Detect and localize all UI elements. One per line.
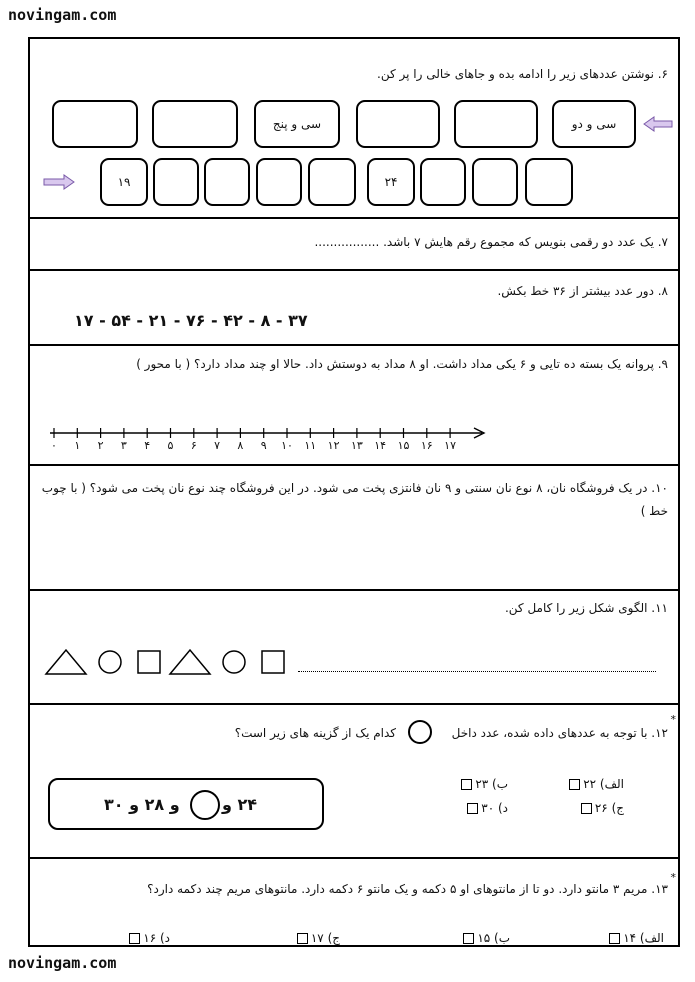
number-line-label: ۸ <box>237 439 244 452</box>
option-label: الف) ۱۴ <box>623 931 664 945</box>
number-line-label: ۱۷ <box>444 439 456 452</box>
number-box[interactable]: سی و دو <box>552 100 636 148</box>
number-line-label: ۱۱ <box>304 439 317 452</box>
divider <box>30 589 678 591</box>
shape-pattern <box>42 646 292 678</box>
q9-text: ۹. پروانه یک بسته ده تایی و ۶ یکی مداد داشت. او ۸ مداد به دوستش داد. حالا او چند مداد دارد؟ ( با محور ) <box>136 357 668 371</box>
number-box[interactable]: ۲۴ <box>367 158 415 206</box>
number-box[interactable] <box>256 158 302 206</box>
number-line-label: ۱۴ <box>374 439 387 452</box>
worksheet-frame <box>28 37 680 947</box>
number-line-label: ۴ <box>144 439 151 452</box>
number-line-label: ۰ <box>51 439 57 452</box>
option-d[interactable] <box>126 931 170 945</box>
divider <box>30 464 678 466</box>
number-line-label: ۷ <box>214 439 221 452</box>
checkbox[interactable] <box>297 933 308 944</box>
divider <box>30 269 678 271</box>
triangle-icon <box>170 650 210 674</box>
divider <box>30 857 678 859</box>
option-label: ب) ۱۵ <box>477 931 510 945</box>
number-line-label: ۱۰ <box>281 439 293 452</box>
option-b[interactable] <box>460 931 510 945</box>
number-box[interactable] <box>472 158 518 206</box>
option-c[interactable] <box>294 931 340 945</box>
arrow-right-icon <box>42 173 76 191</box>
divider <box>30 217 678 219</box>
q7-text: ۷. یک عدد دو رقمی بنویس که مجموع رقم هایش ۷ باشد. ................. <box>314 235 668 249</box>
site-watermark-top: novingam.com <box>8 6 117 24</box>
number-line-label: ۱۶ <box>420 439 433 452</box>
number-box[interactable] <box>356 100 440 148</box>
star-mark: * <box>670 713 676 726</box>
option-label: ج) ۲۶ <box>594 801 624 815</box>
answer-line[interactable] <box>298 671 656 672</box>
option-b[interactable] <box>458 777 508 791</box>
option-label: د) ۱۶ <box>143 931 170 945</box>
circle-icon <box>223 651 245 673</box>
checkbox[interactable] <box>609 933 620 944</box>
q12-text1: ۱۲. با توجه به عددهای داده شده، عدد داخل <box>451 726 668 740</box>
option-label: الف) ۲۲ <box>583 777 624 791</box>
circle-icon <box>99 651 121 673</box>
number-box[interactable] <box>420 158 466 206</box>
number-line-label: ۱۲ <box>327 439 340 452</box>
number-box[interactable] <box>204 158 250 206</box>
number-line-label: ۳ <box>120 439 127 452</box>
checkbox[interactable] <box>129 933 140 944</box>
checkbox[interactable] <box>569 779 580 790</box>
option-c[interactable] <box>578 801 624 815</box>
number-sequence-box <box>48 778 324 830</box>
q10-line1: ۱۰. در یک فروشگاه نان، ۸ نوع نان سنتی و ۹ نان فانتزی پخت می شود. در این فروشگاه چند نوع نان پخت می شود؟ ( با چوب <box>41 481 668 495</box>
checkbox[interactable] <box>463 933 474 944</box>
option-a[interactable] <box>566 777 624 791</box>
option-a[interactable] <box>606 931 664 945</box>
star-mark: * <box>670 871 676 884</box>
checkbox[interactable] <box>467 803 478 814</box>
q6-text: ۶. نوشتن عددهای زیر را ادامه بده و جاهای خالی را پر کن. <box>377 67 668 81</box>
number-line-label: ۲ <box>97 439 104 452</box>
q12-text2: کدام یک از گزینه های زیر است؟ <box>234 726 396 740</box>
number-box[interactable] <box>52 100 138 148</box>
option-label: ب) ۲۳ <box>475 777 508 791</box>
arrow-left-icon <box>642 115 674 133</box>
q8-text: ۸. دور عدد بیشتر از ۳۶ خط بکش. <box>497 284 668 298</box>
number-box[interactable] <box>308 158 356 206</box>
number-line-label: ۱۳ <box>350 439 363 452</box>
checkbox[interactable] <box>581 803 592 814</box>
number-line-label: ۱۵ <box>397 439 410 452</box>
number-box[interactable] <box>153 158 199 206</box>
number-box[interactable]: ۱۹ <box>100 158 148 206</box>
q10-line2: خط ) <box>640 504 668 518</box>
circle-icon <box>408 720 432 744</box>
number-box[interactable] <box>152 100 238 148</box>
q8-numbers: ۳۷ - ۸ - ۴۲ - ۷۶ - ۲۱ - ۵۴ - ۱۷ <box>74 311 308 330</box>
square-icon <box>138 651 160 673</box>
number-line-label: ۶ <box>190 439 197 452</box>
square-icon <box>262 651 284 673</box>
sequence-right: و ۲۸ و ۳۰ <box>104 795 180 814</box>
sequence-left: ۲۴ و <box>222 795 258 814</box>
divider <box>30 344 678 346</box>
number-box[interactable] <box>454 100 538 148</box>
number-box[interactable] <box>525 158 573 206</box>
site-watermark-bottom: novingam.com <box>8 954 117 972</box>
number-line-label: ۵ <box>167 439 174 452</box>
option-label: د) ۳۰ <box>481 801 508 815</box>
q13-text: ۱۳. مریم ۳ مانتو دارد. دو تا از مانتوهای او ۵ دکمه و یک مانتو ۶ دکمه دارد. مانتوهای مریم چند دکمه دارد؟ <box>147 882 668 896</box>
option-label: ج) ۱۷ <box>310 931 340 945</box>
number-line-label: ۱ <box>74 439 81 452</box>
blank-circle[interactable] <box>190 790 220 820</box>
divider <box>30 703 678 705</box>
option-d[interactable] <box>464 801 508 815</box>
checkbox[interactable] <box>461 779 472 790</box>
q11-text: ۱۱. الگوی شکل زیر را کامل کن. <box>504 601 668 615</box>
number-box[interactable]: سی و پنج <box>254 100 340 148</box>
number-line-label: ۹ <box>260 439 267 452</box>
triangle-icon <box>46 650 86 674</box>
